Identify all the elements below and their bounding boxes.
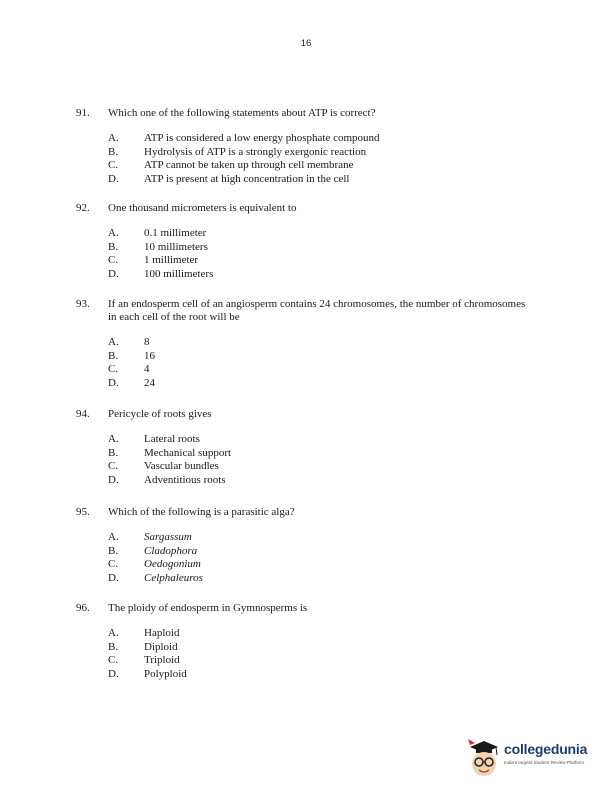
question-number: 91.	[76, 107, 90, 119]
option-letter: A.	[108, 433, 119, 445]
option-letter: D.	[108, 268, 119, 281]
option-text: Cladophora	[144, 544, 198, 557]
option-c	[108, 254, 536, 268]
question-92	[76, 202, 536, 282]
option-text: Haploid	[144, 627, 180, 639]
option-c	[108, 558, 536, 572]
option-d	[108, 474, 536, 488]
option-text: 24	[144, 377, 155, 390]
option-letter: D.	[108, 668, 119, 681]
option-b	[108, 241, 536, 255]
logo-tagline: India's largest Student Review Platform	[504, 760, 585, 765]
option-text: Diploid	[144, 640, 178, 653]
option-letter: A.	[108, 227, 119, 239]
option-letter: C.	[108, 460, 119, 473]
option-text: ATP cannot be taken up through cell membrane	[144, 159, 354, 172]
option-letter: B.	[108, 349, 119, 362]
option-text: 0.1 millimeter	[144, 227, 207, 239]
option-letter: A.	[108, 531, 119, 543]
option-text: ATP is present at high concentration in the cell	[144, 173, 350, 186]
option-a	[108, 531, 536, 545]
option-letter: B.	[108, 544, 119, 557]
option-text: Sargassum	[144, 531, 192, 543]
page-number: 16	[300, 38, 312, 49]
option-a	[108, 132, 536, 146]
option-c	[108, 460, 536, 474]
question-95	[76, 506, 536, 586]
option-letter: B.	[108, 240, 119, 253]
option-d	[108, 268, 536, 282]
option-letter: D.	[108, 474, 119, 487]
question-text: The ploidy of endosperm in Gymnosperms is	[108, 602, 308, 614]
option-text: Adventitious roots	[144, 474, 226, 487]
option-text: 1 millimeter	[144, 254, 199, 267]
question-96	[76, 602, 536, 682]
option-a	[108, 227, 536, 241]
option-letter: B.	[108, 640, 119, 653]
option-b	[108, 545, 536, 559]
option-letter: A.	[108, 132, 119, 144]
question-number: 96.	[76, 602, 90, 614]
mascot-icon	[466, 735, 502, 781]
option-letter: B.	[108, 145, 119, 158]
question-93	[76, 298, 536, 391]
option-b	[108, 447, 536, 461]
option-d	[108, 668, 536, 682]
logo-wordmark: collegedunia	[504, 741, 588, 757]
option-text: Triploid	[144, 654, 180, 667]
question-number: 95.	[76, 506, 90, 518]
question-94	[76, 408, 536, 488]
option-list	[108, 531, 536, 586]
question-text: Which of the following is a parasitic alga?	[108, 506, 295, 518]
option-c	[108, 654, 536, 668]
option-text: Vascular bundles	[144, 460, 219, 473]
option-text: 8	[144, 336, 150, 348]
option-a	[108, 433, 536, 447]
question-text: Which one of the following statements about ATP is correct?	[108, 107, 376, 119]
option-text: Celphaleuros	[144, 572, 203, 585]
option-c	[108, 363, 536, 377]
option-text: Lateral roots	[144, 433, 200, 445]
question-91	[76, 107, 536, 187]
option-text: 10 millimeters	[144, 240, 208, 253]
option-b	[108, 641, 536, 655]
question-text: Pericycle of roots gives	[108, 408, 212, 420]
option-text: Oedogonium	[144, 558, 201, 571]
option-letter: C.	[108, 654, 119, 667]
option-letter: C.	[108, 363, 119, 376]
question-text: If an endosperm cell of an angiosperm contains 24 chromosomes, the number of chromosomes in each cell of the root will be	[108, 298, 526, 323]
option-list	[108, 132, 536, 187]
question-number: 92.	[76, 202, 90, 214]
option-letter: D.	[108, 377, 119, 390]
option-letter: B.	[108, 446, 119, 459]
option-text: ATP is considered a low energy phosphate compound	[144, 132, 380, 144]
collegedunia-logo	[466, 735, 606, 783]
option-b	[108, 350, 536, 364]
option-letter: C.	[108, 254, 119, 267]
option-list	[108, 433, 536, 488]
option-b	[108, 146, 536, 160]
option-d	[108, 173, 536, 187]
question-text: One thousand micrometers is equivalent to	[108, 202, 297, 214]
option-letter: C.	[108, 159, 119, 172]
option-text: 16	[144, 349, 155, 362]
option-letter: A.	[108, 336, 119, 348]
option-text: 100 millimeters	[144, 268, 214, 281]
option-a	[108, 627, 536, 641]
question-number: 94.	[76, 408, 90, 420]
option-letter: A.	[108, 627, 119, 639]
option-d	[108, 377, 536, 391]
option-d	[108, 572, 536, 586]
option-letter: D.	[108, 572, 119, 585]
option-letter: D.	[108, 173, 119, 186]
option-text: Mechanical support	[144, 446, 232, 459]
option-c	[108, 159, 536, 173]
option-text: Polyploid	[144, 668, 187, 681]
option-text: 4	[144, 363, 150, 376]
option-list	[108, 227, 536, 282]
option-letter: C.	[108, 558, 119, 571]
option-list	[108, 627, 536, 682]
option-text: Hydrolysis of ATP is a strongly exergonic reaction	[144, 145, 367, 158]
option-a	[108, 336, 536, 350]
question-number: 93.	[76, 298, 90, 310]
option-list	[108, 336, 536, 391]
